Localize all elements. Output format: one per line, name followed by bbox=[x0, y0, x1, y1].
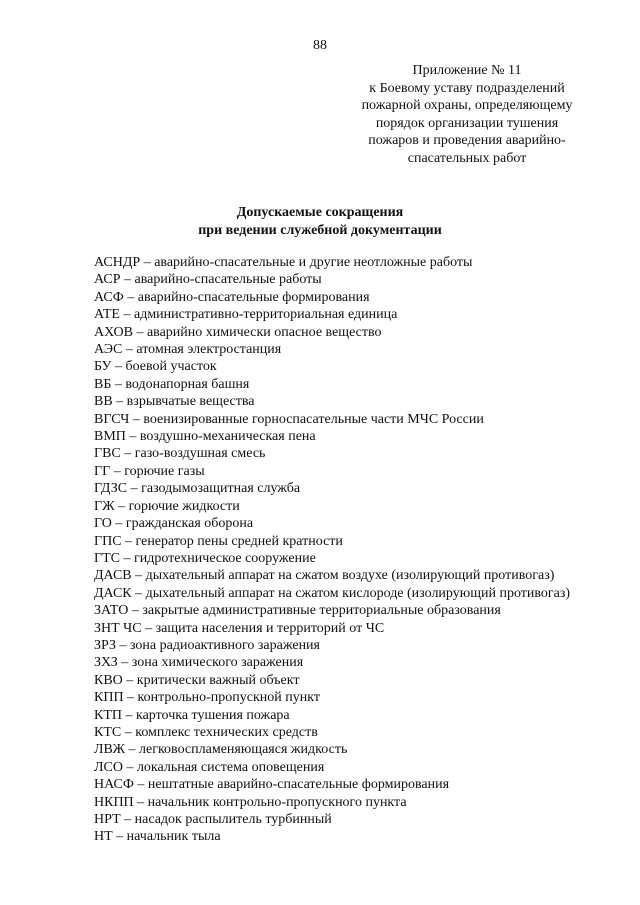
appendix-note bbox=[332, 62, 602, 167]
appendix-line: пожарной охраны, определяющему bbox=[361, 98, 573, 113]
list-item: ГПС – генератор пены средней кратности bbox=[94, 533, 343, 549]
list-item: ЛВЖ – легковоспламеняющаяся жидкость bbox=[94, 742, 348, 758]
list-item: ДАСК – дыхательный аппарат на сжатом кислороде (изолирующий противогаз) bbox=[94, 585, 571, 601]
list-item: АСНДР – аварийно-спасательные и другие неотложные работы bbox=[94, 255, 473, 270]
list-item: ВМП – воздушно-механическая пена bbox=[94, 429, 316, 445]
list-item: АСФ – аварийно-спасательные формирования bbox=[94, 289, 370, 305]
list-item: ЗАТО – закрытые административные территориальные образования bbox=[94, 603, 501, 619]
list-item: АТЕ – административно-территориальная единица bbox=[94, 307, 398, 323]
appendix-line: Приложение № 11 bbox=[412, 63, 522, 78]
appendix-line: пожаров и проведения аварийно- bbox=[368, 133, 566, 148]
list-item: КВО – критически важный объект bbox=[94, 672, 300, 688]
list-item: ЗНТ ЧС – защита населения и территорий от ЧС bbox=[94, 620, 385, 636]
list-item: ЛСО – локальная система оповещения bbox=[94, 759, 325, 775]
list-item: ГЖ – горючие жидкости bbox=[94, 498, 240, 514]
list-item: ЗРЗ – зона радиоактивного заражения bbox=[94, 637, 320, 653]
appendix-line: к Боевому уставу подразделений bbox=[369, 80, 565, 96]
list-item: НКПП – начальник контрольно-пропускного пункта bbox=[94, 794, 407, 810]
heading-line-2: при ведении служебной документации bbox=[198, 223, 442, 238]
list-item: ДАСВ – дыхательный аппарат на сжатом воздухе (изолирующий противогаз) bbox=[94, 568, 555, 584]
list-item: НТ – начальник тыла bbox=[94, 829, 221, 845]
document-heading bbox=[0, 204, 640, 240]
abbreviation-list bbox=[94, 254, 624, 846]
list-item: ГТС – гидротехническое сооружение bbox=[94, 550, 316, 566]
list-item: КТС – комплекс технических средств bbox=[94, 724, 318, 740]
list-item: ЗХЗ – зона химического заражения bbox=[94, 655, 304, 671]
list-item: ГО – гражданская оборона bbox=[94, 516, 254, 532]
appendix-line: спасательных работ bbox=[407, 150, 527, 166]
appendix-line: порядок организации тушения bbox=[375, 115, 559, 131]
heading-line-1: Допускаемые сокращения bbox=[236, 205, 404, 220]
list-item: ГДЗС – газодымозащитная служба bbox=[94, 481, 301, 497]
list-item: БУ – боевой участок bbox=[94, 359, 217, 375]
list-item: КПП – контрольно-пропускной пункт bbox=[94, 690, 320, 706]
list-item: АХОВ – аварийно химически опасное вещество bbox=[94, 324, 382, 340]
list-item: ВГСЧ – военизированные горноспасательные части МЧС России bbox=[94, 411, 484, 427]
list-item: НРТ – насадок распылитель турбинный bbox=[94, 812, 332, 827]
list-item: ВБ – водонапорная башня bbox=[94, 376, 250, 392]
list-item: НАСФ – нештатные аварийно-спасательные формирования bbox=[94, 777, 450, 793]
list-item: ГВС – газо-воздушная смесь bbox=[94, 446, 266, 462]
list-item: АСР – аварийно-спасательные работы bbox=[94, 272, 322, 288]
list-item: АЭС – атомная электростанция bbox=[94, 342, 282, 358]
list-item: КТП – карточка тушения пожара bbox=[94, 707, 290, 723]
list-item: ВВ – взрывчатые вещества bbox=[94, 394, 255, 410]
list-item: ГГ – горючие газы bbox=[94, 463, 205, 479]
page-number: 88 bbox=[313, 38, 327, 53]
